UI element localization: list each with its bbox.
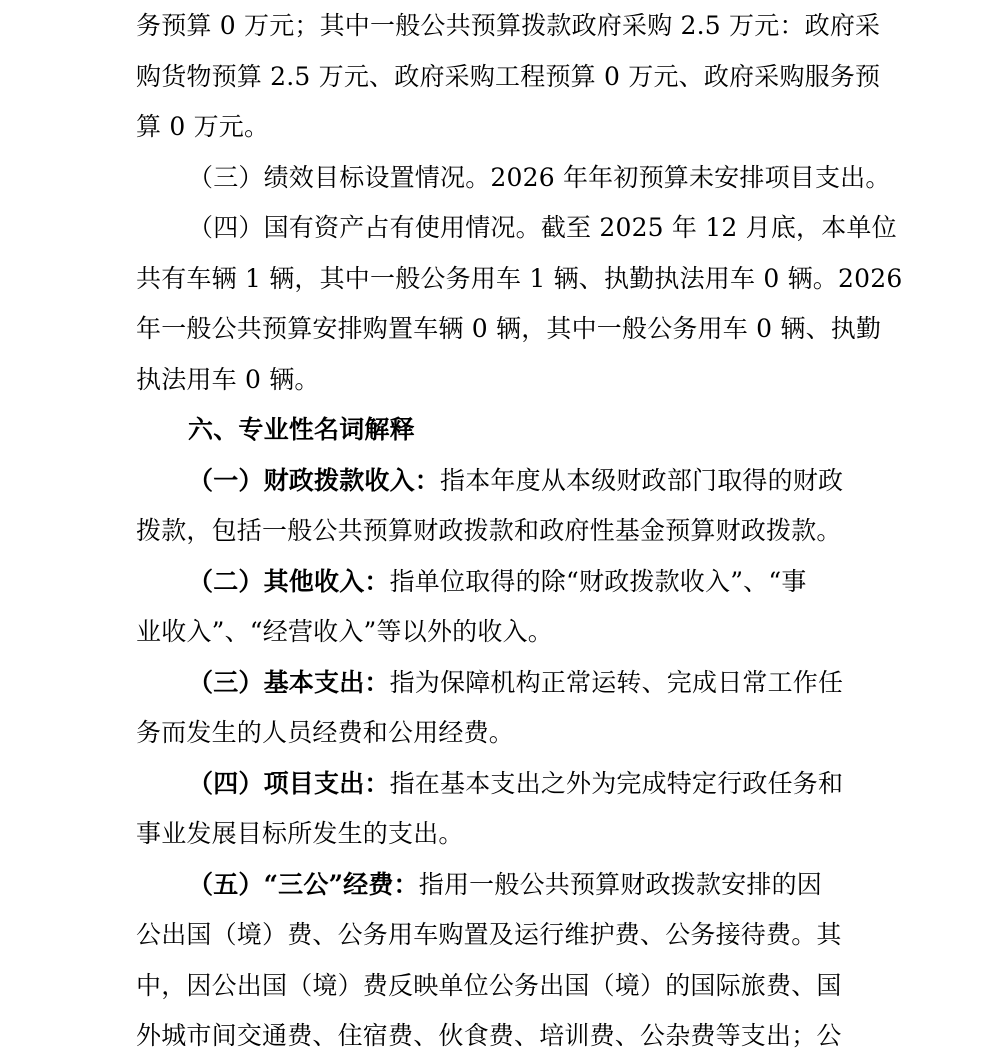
term-three-public-expenses	[188, 868, 822, 902]
term-definition: 指用一般公共预算财政拨款安排的因	[418, 870, 822, 899]
text-line	[136, 514, 842, 548]
text-line	[136, 615, 553, 649]
term-basic-expenditure	[188, 666, 843, 700]
term-label: （五）“三公”经费：	[188, 870, 419, 899]
text-line	[136, 918, 842, 952]
text-line	[136, 110, 269, 144]
text-line	[136, 969, 842, 1003]
term-fiscal-allocation	[188, 464, 843, 498]
text-line	[136, 817, 464, 851]
text-run: 2026 年年初预算未安排项目支出。	[490, 163, 891, 192]
text-run: 务预算 0 万元；其中一般公共预算拨款政府采购 2.5 万元：政府采	[136, 11, 881, 40]
text-run: 拨款，包括一般公共预算财政拨款和政府性基金预算财政拨款。	[136, 516, 842, 545]
text-run: 公出国（境）费、公务用车购置及运行维护费、公务接待费。其	[136, 920, 842, 949]
text-run: 算 0 万元。	[136, 112, 270, 141]
heading-performance-goals	[188, 161, 891, 195]
text-line	[136, 363, 320, 397]
term-other-income	[188, 565, 807, 599]
term-definition: 指在基本支出之外为完成特定行政任务和	[389, 769, 844, 798]
text-run: 业收入”、“经营收入”等以外的收入。	[136, 617, 553, 646]
text-run: 中，因公出国（境）费反映单位公务出国（境）的国际旅费、国	[136, 971, 842, 1000]
text-run: 务而发生的人员经费和公用经费。	[136, 718, 515, 747]
term-label: （一）财政拨款收入：	[188, 466, 441, 495]
text-line	[136, 312, 881, 346]
term-definition: 指为保障机构正常运转、完成日常工作任	[389, 668, 844, 697]
term-project-expenditure	[188, 767, 843, 801]
text-run: 购货物预算 2.5 万元、政府采购工程预算 0 万元、政府采购服务预	[136, 62, 881, 91]
text-line	[136, 60, 880, 94]
text-line	[136, 262, 902, 296]
term-definition: 指本年度从本级财政部门取得的财政	[440, 466, 844, 495]
text-line	[136, 716, 514, 750]
text-run: （三）绩效目标设置情况。	[188, 163, 491, 192]
text-line	[136, 9, 880, 43]
section-heading-terms	[188, 413, 415, 447]
text-run: 事业发展目标所发生的支出。	[136, 819, 464, 848]
term-label: （四）项目支出：	[188, 769, 390, 798]
text-run: 外城市间交通费、住宿费、伙食费、培训费、公杂费等支出；公	[136, 1021, 842, 1050]
text-run: 共有车辆 1 辆，其中一般公务用车 1 辆、执勤执法用车 0 辆。2026	[136, 264, 903, 293]
text-run: 执法用车 0 辆。	[136, 365, 320, 394]
section-title: 六、专业性名词解释	[188, 415, 415, 444]
term-label: （三）基本支出：	[188, 668, 390, 697]
term-definition: 指单位取得的除“财政拨款收入”、“事	[389, 567, 807, 596]
text-run: （四）国有资产占有使用情况。	[188, 213, 541, 242]
term-label: （二）其他收入：	[188, 567, 390, 596]
heading-state-assets	[188, 211, 897, 245]
text-run: 年一般公共预算安排购置车辆 0 辆，其中一般公务用车 0 辆、执勤	[136, 314, 882, 343]
text-run: 截至 2025 年 12 月底，本单位	[540, 213, 897, 242]
text-line	[136, 1019, 842, 1053]
